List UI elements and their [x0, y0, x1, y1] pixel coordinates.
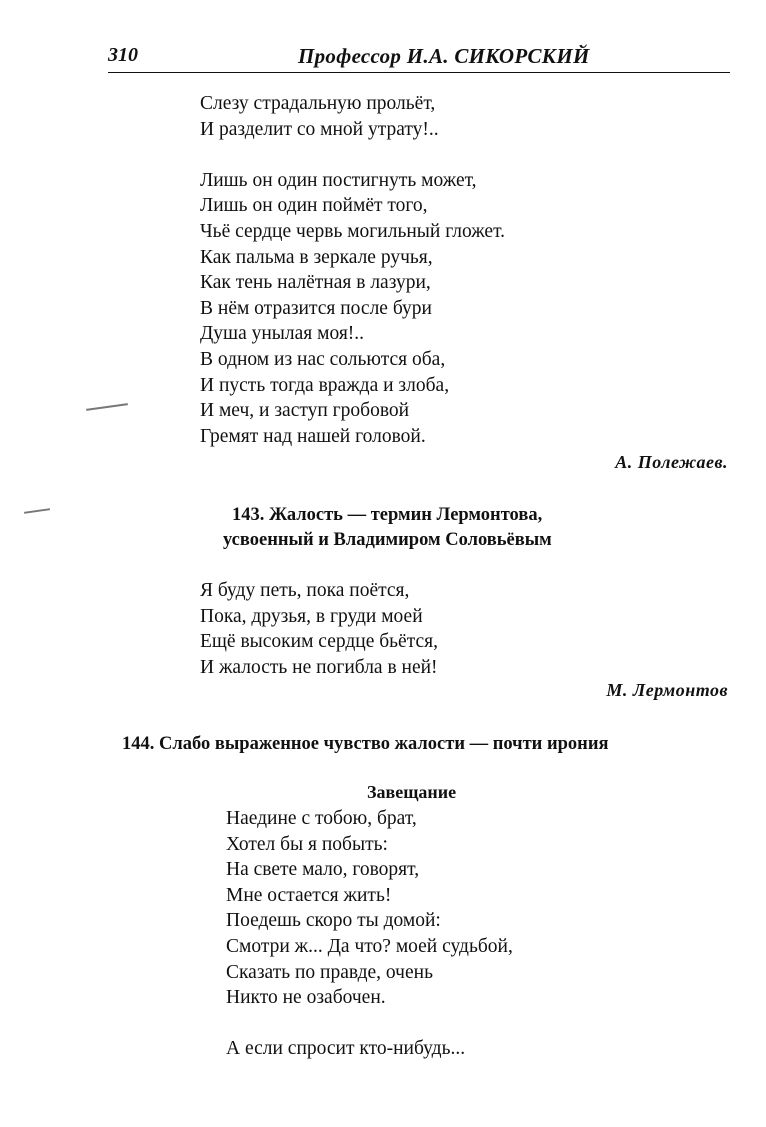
poem-line: Лишь он один поймёт того, [200, 195, 428, 217]
poem-line: И жалость не погибла в ней! [200, 656, 438, 678]
poem-line: Лишь он один постигнуть может, [200, 169, 477, 191]
poem-line: Наедине с тобою, брат, [226, 808, 417, 829]
poem-line: В нём отразится после бури [200, 297, 432, 319]
poem-line: Пока, друзья, в груди моей [200, 605, 423, 627]
poem-lermontov [200, 578, 438, 680]
poem-line: Мне остается жить! [226, 884, 392, 906]
poem-line: Хотел бы я побыть: [226, 833, 388, 855]
scan-smudge [24, 508, 50, 514]
poem-line: Сказать по правде, очень [226, 961, 433, 983]
poem-line: И пусть тогда вражда и злоба, [200, 374, 450, 396]
poem-line [226, 1011, 513, 1037]
poem-line: А если спросит кто-нибудь... [226, 1038, 466, 1060]
running-title: Профессор И.А. СИКОРСКИЙ [298, 44, 590, 68]
poem-line [200, 142, 505, 168]
section-143-heading: 143. Жалость — термин Лермонтова, [232, 505, 543, 525]
section-144-heading: 144. Слабо выраженное чувство жалости — почти ирония [122, 734, 609, 754]
page-number: 310 [108, 44, 138, 66]
poem-line: И меч, и заступ гробовой [200, 400, 410, 422]
poem-line: Гремят над нашей головой. [200, 425, 426, 447]
poem-line: Ещё высоким сердце бьётся, [200, 631, 438, 653]
poem-title: Завещание [367, 782, 457, 802]
poem-line: Как тень налётная в лазури, [200, 272, 431, 294]
author-signature: М. Лермонтов [606, 680, 728, 700]
poem-line: И разделит со мной утрату!.. [200, 118, 439, 140]
poem-line: Я буду петь, пока поётся, [200, 580, 410, 601]
author-signature: А. Полежаев. [615, 452, 728, 472]
section-143-heading: усвоенный и Владимиром Соловьёвым [223, 530, 552, 550]
poem-line: Как пальма в зеркале ручья, [200, 246, 433, 268]
poem-line: Чьё сердце червь могильный гложет. [200, 220, 506, 242]
page-header [108, 44, 730, 73]
poem-line: Слезу страдальную прольёт, [200, 93, 436, 114]
poem-testament [226, 806, 513, 1062]
poem-line: Душа унылая моя!.. [200, 323, 365, 345]
poem-polezhaev [200, 91, 505, 449]
poem-line: В одном из нас сольются оба, [200, 348, 446, 370]
poem-line: Никто не озабочен. [226, 987, 386, 1009]
poem-line: Смотри ж... Да что? моей судьбой, [226, 935, 513, 957]
poem-line: На свете мало, говорят, [226, 859, 420, 881]
scan-smudge [86, 403, 128, 411]
poem-line: Поедешь скоро ты домой: [226, 910, 441, 932]
